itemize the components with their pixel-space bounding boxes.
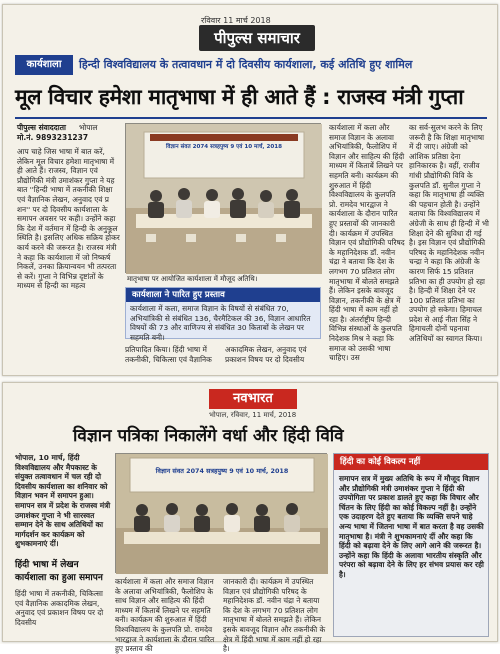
clip2-photo-banner: विज्ञान संवत 2074 सत्रहपुष्य 9 एवं 10 मार्च, 2018 — [155, 467, 289, 475]
clip2-left-column: हिंदी भाषा में तकनीकी, चिकित्सा एवं वैज्ञानिक अकादमिक लेखन, अनुवाद एवं प्रकाशन विषय पर दो दिवसीय — [15, 589, 104, 627]
clip1-kicker-band — [15, 55, 487, 75]
clip1-section-tag: कार्यशाला — [15, 55, 73, 75]
clip2-lead: भोपाल, 10 मार्च, हिंदी विश्वविद्यालय और मैपकास्ट के संयुक्त तत्वावधान में चल रही दो दिवसीय कार्यशाला का शनिवार को विज्ञान भवन में समापन हुआ। समापन सत्र में प्रदेश के राजस्व मंत्री उमाशंकर गुप्ता ने भी सारस्वत सम्मान देने के साथ अतिथियों का मार्गदर्शन कर कार्यक्रम को शुभकामनाएं दीं। — [15, 453, 111, 549]
clip1-column-3: का सर्व-सुलभ करने के लिए जरूरी है कि शिक्षा मातृभाषा में दी जाए। अंग्रेजी को आंशिक प्रतिष्ठा देना हानिकारक है। वहीं, राजीव गांधी प्रौद्योगिकी विवि के कुलपति डॉ. सुनील गुप्ता ने कहा कि मातृभाषा ही व्यक्ति की पहचान होती है। उन्होंने बताया कि विश्वविद्यालय में अंग्रेजी के साथ ही हिन्दी में भी शिक्षा देने की सुविधा दी गई है। इस विज्ञान एवं प्रौद्योगिकी परिषद के महानिदेशक नवीन चन्द्रा ने कहा कि अंग्रेजी के कारण सिर्फ 15 प्रतिशत प्रतिभा का ही उपयोग हो रहा है। हिन्दी में शिक्षा देने पर 100 प्रतिशत प्रतिभा का उपयोग हो सकेगा। हिमाचल प्रदेश से आई नीता सिंह ने हिमाचली दोनों पहनावा अतिथियों का स्वागत किया। — [409, 123, 489, 344]
clip1-kicker: हिन्दी विश्वविद्यालय के तत्वावधान में दो दिवसीय कार्यशाला, कई अतिथि हुए शामिल — [79, 58, 413, 71]
clip1-photo-caption: मातृभाषा पर आयोजित कार्यशाला में मौजूद अतिथि। — [127, 275, 258, 283]
clip2-mid-column-2: जानकारी दी। कार्यक्रम में उपस्थित विज्ञान एवं प्रौद्योगिकी परिषद के महानिदेशक डॉ. नवीन चंद्रा ने बताया कि देश के लगभग 70 प्रतिशत लोग मातृभाषा में बोलते समझते हैं। लेकिन इसके बावजूद विज्ञान और तकनीकी के क्षेत्र में हिंदी भाषा में काम नहीं हो रहा है। — [223, 577, 326, 654]
clip2-side-box — [333, 453, 489, 637]
clip1-bottom-col-1: प्रतिपादित किया। हिंदी भाषा में तकनीकी, चिकित्सा एवं वैज्ञानिक — [125, 345, 212, 364]
clip1-photo-banner: विज्ञान संवत 2074 सत्रहपुष्य 9 एवं 10 मार्च, 2018 — [165, 144, 283, 150]
clip1-resolutions-box — [125, 287, 321, 342]
clip2-side-heading: हिंदी का कोई विकल्प नहीं — [334, 454, 488, 470]
clip1-headline-rule — [15, 117, 487, 119]
clip1-masthead: पीपुल्स समाचार — [199, 25, 315, 51]
clip2-subhead: हिंदी भाषा में लेखन कार्यशाला का हुआ समापन — [15, 560, 103, 583]
clip1-byline-desk: पीपुल्स संवाददाता — [17, 123, 66, 132]
navbharat-clipping — [2, 382, 498, 654]
clip1-date-line: रविवार 11 मार्च 2018 — [201, 16, 271, 25]
clip1-column-2: कार्यशाला में कला और समाज विज्ञान के अलावा अभियांत्रिकी, फैलोशिप में विज्ञान और साहित्य की हिंदी माध्यम में किताबें लिखने पर सहमति बनी। कार्यक्रम की शुरुआत में हिंदी विश्वविद्यालय के कुलपति प्रो. रामदेव भारद्वाज ने कार्यशाला के दौरान पारित हुए प्रस्तावों की जानकारी दी। कार्यक्रम में उपस्थित विज्ञान एवं प्रौद्योगिकी परिषद के महानिदेशक डॉ. नवीन चंद्रा ने बताया कि देश के लगभग 70 प्रतिशत लोग मातृभाषा में बोलते समझते हैं। लेकिन इसके बावजूद विज्ञान, तकनीकी के क्षेत्र में हिंदी भाषा में काम नहीं हो रहा है। अंतर्राष्ट्रीय हिन्दी विभिन्न संस्थाओं के कुलपति निदेशक मिश्र ने कहा कि समाज को उसकी भाषा चाहिए। उस — [329, 123, 405, 363]
clip1-column-1: आप चाहे जिस भाषा में बात करें, लेकिन मूल विचार हमेशा मातृभाषा में ही आते हैं। राजस्व, विज्ञान एवं प्रौद्योगिकी मंत्री उमाशंकर गुप्ता ने यह बात ''हिन्दी भाषा में तकनीकी शिक्षा एवं वैज्ञानिक लेखन, अनुवाद एवं प्र शन'' पर दो दिवसीय कार्यशाला के समापन अवसर पर कही। उन्होंने कहा कि देश में वर्तमान में हिन्दी के अनुकूल स्थिति है। इसलिए अधिक सक्रिय होकर कार्य करने की जरूरत है। राजस्व मंत्री ने कहा कि कार्यशाला में जो निष्कर्ष निकलें, उनका क्रियान्वयन भी तत्परता से करें। गुप्ता ने विभिन्न दृष्टांतों के माध्यम से हिन्दी का महत्व — [17, 147, 120, 291]
clip1-box-heading: कार्यशाला ने पारित हुए प्रस्ताव — [126, 288, 320, 302]
clip2-mid-column-1: कार्यशाला में कला और समाज विज्ञान के अलावा अभियांत्रिकी, फैलोशिप के साथ विज्ञान और साहित्य की हिंदी माध्यम में किताबें लिखने पर सहमति बनी। कार्यक्रम की शुरुआत में हिंदी विश्वविद्यालय के कुलपति प्रो. रामदेव भारद्वाज ने कार्यशाला के दौरान पारित हुए प्रस्ताव की — [115, 577, 215, 654]
clip2-event-photo — [115, 453, 327, 573]
clip2-side-text: समापन सत्र में मुख्य अतिथि के रूप में मौजूद विज्ञान और प्रौद्योगिकी मंत्री उमाशंकर गुप्ता ने हिंदी की उपयोगिता पर प्रकाश डालते हुए कहा कि विचार और चिंतन के लिए हिंदी का कोई विकल्प नहीं है। उन्होंने एक उदाहरण देते हुए बताया कि व्यक्ति सपने चाहे अन्य भाषा में जितना भाषा में बात करता है वह उसकी मातृभाषा है। मंत्री ने शुभकामनाएं दीं और कहा कि हिंदी को बढ़ावा देने के लिए आगे आने की जरूरत है। उन्होंने कहा कि हिंदी के अलावा भारतीय संस्कृति और परंपरा को बढ़ावा देने के लिए हर संभव प्रयास कर रही है। — [339, 474, 484, 579]
clip1-box-text: कार्यशाला में कला, समाज विज्ञान के विषयों से संबंधित 70, अभियांत्रिकी से संबंधित 136, चैरमैटिकल की 36, विज्ञान आधारित विषयों की 73 और वाणिज्य से संबंधित 30 किताबों के लेखन पर सहमति बनी। — [130, 304, 311, 342]
clip2-headline: विज्ञान पत्रिका निकालेंगे वर्धा और हिंदी विवि — [73, 426, 344, 446]
clip2-masthead: नवभारत — [209, 389, 297, 409]
clip1-headline: मूल विचार हमेशा मातृभाषा में ही आते हैं : राजस्व मंत्री गुप्ता — [15, 85, 464, 109]
peoples-samachar-clipping — [2, 4, 498, 376]
clip1-byline-phone: मो.नं. 9893231237 — [17, 133, 89, 142]
clip1-bottom-col-2: अकादमिक लेखन, अनुवाद एवं प्रकाशन विषय पर दो दिवसीय — [225, 345, 307, 364]
clip1-byline-city: भोपाल — [79, 123, 98, 132]
clip1-event-photo — [125, 123, 321, 273]
clip2-date-line: भोपाल, रविवार, 11 मार्च, 2018 — [209, 411, 297, 419]
